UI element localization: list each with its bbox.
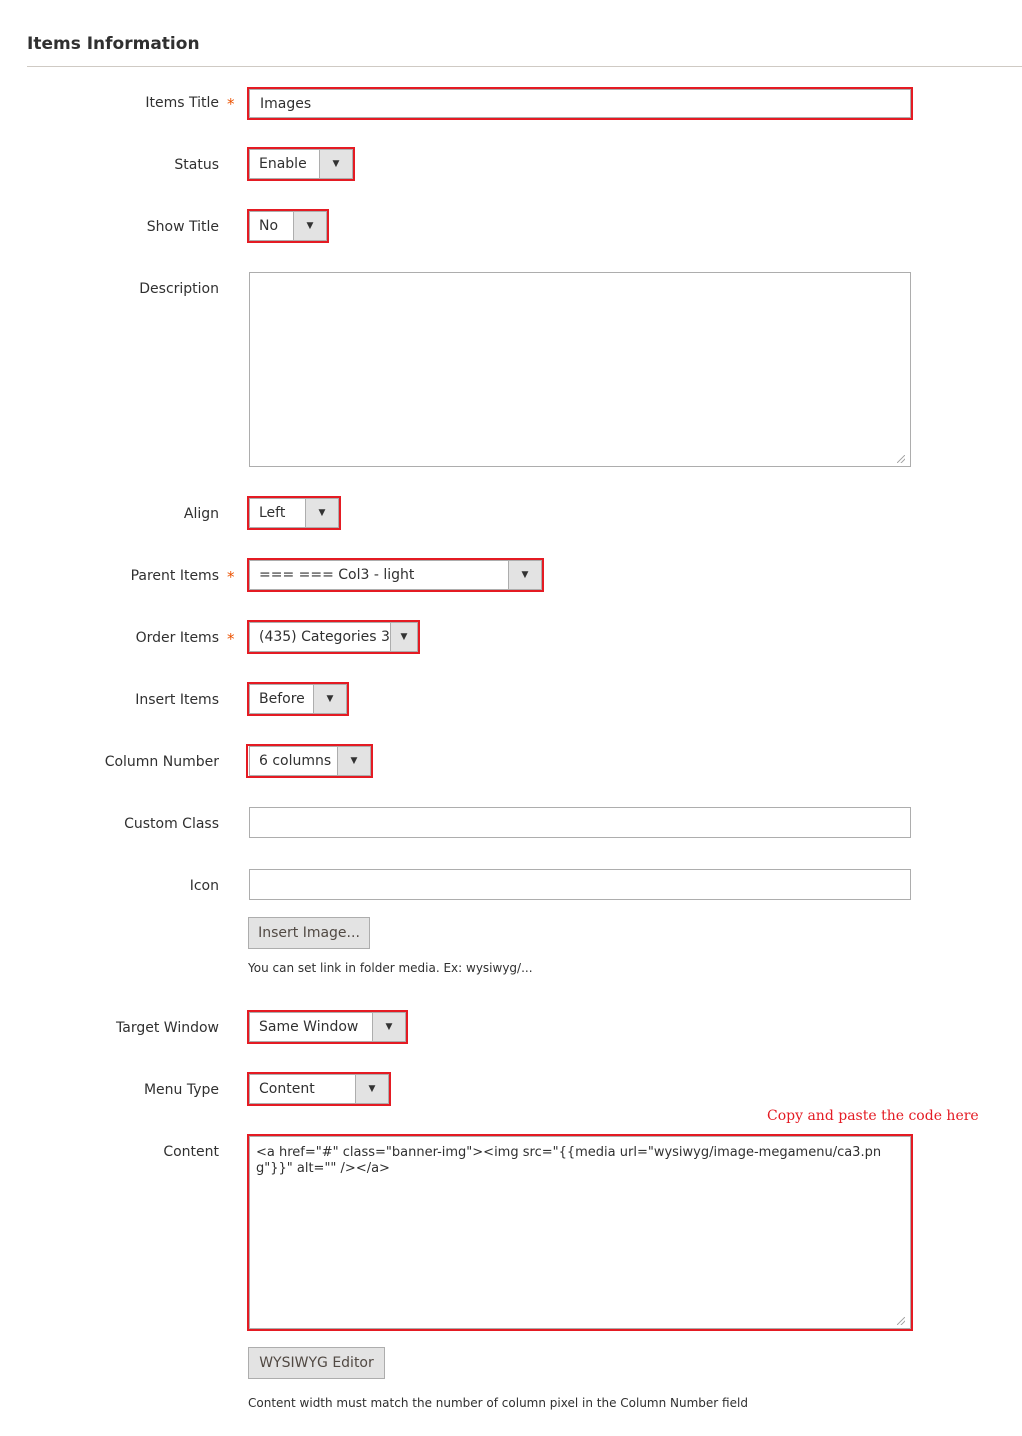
- insert-items-value: Before: [259, 691, 305, 707]
- status-select[interactable]: [249, 149, 353, 179]
- align-label: Align: [183, 506, 219, 522]
- content-textarea[interactable]: <a href="#" class="banner-img"><img src="{{media url="wysiwyg/image-megamenu/ca3.png"}}" alt="" /></a>: [249, 1136, 911, 1329]
- target-window-value: Same Window: [259, 1019, 359, 1035]
- required-asterisk: *: [227, 568, 235, 586]
- chevron-down-icon: ▼: [337, 747, 370, 775]
- custom-class-label: Custom Class: [124, 816, 219, 832]
- align-value: Left: [259, 505, 286, 521]
- status-label: Status: [174, 157, 219, 173]
- order-items-label: Order Items: [135, 630, 219, 646]
- target-window-label: Target Window: [116, 1020, 219, 1036]
- status-value: Enable: [259, 156, 307, 172]
- section-title: Items Information: [27, 34, 200, 54]
- order-items-value: (435) Categories 3: [259, 629, 390, 645]
- parent-items-value: === === Col3 - light: [259, 567, 415, 583]
- chevron-down-icon: ▼: [319, 150, 352, 178]
- custom-class-input[interactable]: [249, 807, 911, 838]
- content-label: Content: [163, 1144, 219, 1160]
- show-title-label: Show Title: [146, 219, 219, 235]
- required-asterisk: *: [227, 95, 235, 113]
- items-title-label: Items Title: [145, 95, 219, 111]
- column-number-select[interactable]: [249, 746, 371, 776]
- menu-type-label: Menu Type: [143, 1082, 219, 1098]
- order-items-select[interactable]: [249, 622, 418, 652]
- wysiwyg-editor-button[interactable]: WYSIWYG Editor: [248, 1347, 385, 1379]
- description-label: Description: [139, 281, 219, 297]
- insert-image-button[interactable]: Insert Image...: [248, 917, 370, 949]
- resize-grip-icon[interactable]: [897, 1317, 905, 1325]
- section-divider: [27, 66, 1022, 67]
- chevron-down-icon: ▼: [372, 1013, 405, 1041]
- column-number-label: Column Number: [104, 754, 219, 770]
- chevron-down-icon: ▼: [293, 212, 326, 240]
- parent-items-label: Parent Items: [130, 568, 219, 584]
- show-title-select[interactable]: [249, 211, 327, 241]
- annotation-note: Copy and paste the code here: [767, 1108, 979, 1124]
- resize-grip-icon[interactable]: [897, 455, 905, 463]
- required-asterisk: *: [227, 630, 235, 648]
- chevron-down-icon: ▼: [390, 623, 417, 651]
- insert-items-select[interactable]: [249, 684, 347, 714]
- menu-type-select[interactable]: [249, 1074, 389, 1104]
- align-select[interactable]: [249, 498, 339, 528]
- target-window-select[interactable]: [249, 1012, 406, 1042]
- parent-items-select[interactable]: [249, 560, 542, 590]
- content-help-note: Content width must match the number of column pixel in the Column Number field: [248, 1396, 748, 1410]
- show-title-value: No: [259, 218, 279, 234]
- chevron-down-icon: ▼: [305, 499, 338, 527]
- chevron-down-icon: ▼: [355, 1075, 388, 1103]
- items-title-input[interactable]: Images: [249, 89, 911, 118]
- chevron-down-icon: ▼: [313, 685, 346, 713]
- column-number-value: 6 columns: [259, 753, 332, 769]
- icon-label: Icon: [189, 878, 219, 894]
- chevron-down-icon: ▼: [508, 561, 541, 589]
- description-textarea[interactable]: [249, 272, 911, 467]
- icon-help-note: You can set link in folder media. Ex: wysiwyg/...: [248, 961, 533, 975]
- menu-type-value: Content: [259, 1081, 315, 1097]
- icon-input[interactable]: [249, 869, 911, 900]
- insert-items-label: Insert Items: [135, 692, 219, 708]
